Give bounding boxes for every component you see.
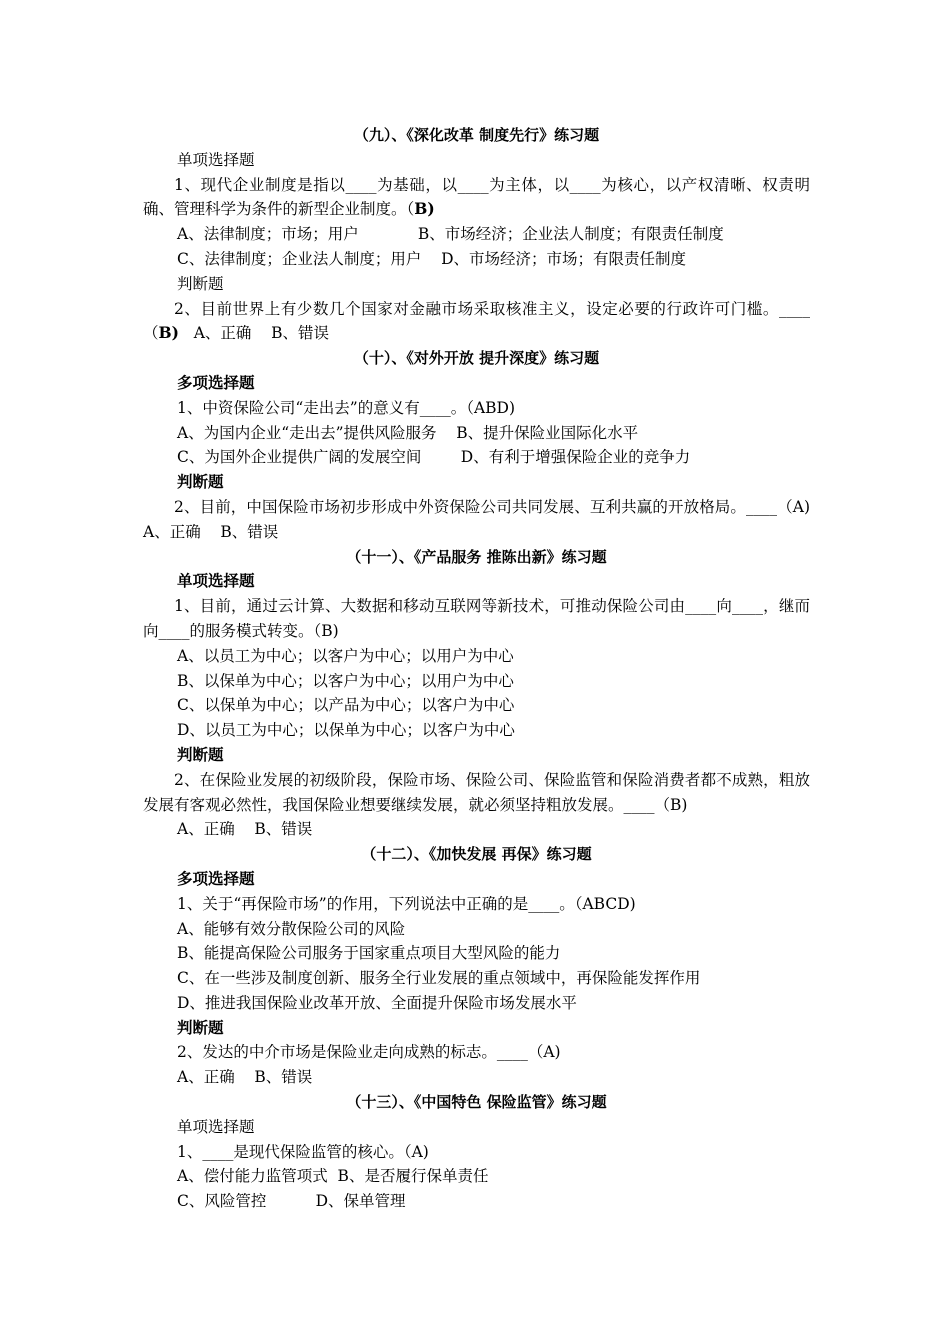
- question-text: 1、关于“再保险市场”的作用，下列说法中正确的是____。（ABCD): [177, 894, 636, 913]
- option-b: B、以保单为中心；以客户为中心；以用户为中心: [177, 671, 514, 690]
- option-b: B、能提高保险公司服务于国家重点项目大型风险的能力: [177, 944, 561, 963]
- section-heading-9: （九）、《深化改革 制度先行》练习题: [353, 126, 600, 144]
- option-d: D、推进我国保险业改革开放、全面提升保险市场发展水平: [177, 993, 577, 1012]
- question-text: 1、中资保险公司“走出去”的意义有____。（ABD): [177, 398, 516, 417]
- question-text: 2、发达的中介市场是保险业走向成熟的标志。____（A): [177, 1043, 561, 1062]
- single-choice-label: 单项选择题: [177, 571, 255, 591]
- options-line: A、法律制度；市场；用户 B、市场经济；企业法人制度；有限责任制度: [177, 225, 724, 244]
- option-c: C、在一些涉及制度创新、服务全行业发展的重点领域中，再保险能发挥作用: [177, 969, 701, 988]
- multi-choice-label: 多项选择题: [177, 372, 255, 392]
- option-a: A、以员工为中心；以客户为中心；以用户为中心: [177, 646, 514, 665]
- options-line: A、偿付能力监管项式 B、是否履行保单责任: [177, 1167, 489, 1186]
- options-line: C、为国外企业提供广阔的发展空间 D、有利于增强保险企业的竞争力: [177, 448, 691, 467]
- question-text: 2、目前，中国保险市场初步形成中外资保险公司共同发展、互利共赢的开放格局。____（A) A、正确 B、错误: [143, 497, 830, 541]
- options-line: C、风险管控 D、保单管理: [177, 1192, 406, 1211]
- option-d: D、以员工为中心；以保单为中心；以客户为中心: [177, 721, 515, 740]
- judge-label: 判断题: [177, 1017, 224, 1037]
- option-c: C、以保单为中心；以产品为中心；以客户为中心: [177, 696, 515, 715]
- section-heading-11: （十一）、《产品服务 推陈出新》练习题: [346, 547, 607, 566]
- options-line: A、正确 B、错误: [177, 820, 313, 839]
- judge-label: 判断题: [177, 274, 224, 293]
- options-line: A、为国内企业“走出去”提供风险服务 B、提升保险业国际化水平: [177, 423, 639, 442]
- judge-label: 判断题: [177, 472, 224, 492]
- question-text: 1、____是现代保险监管的核心。（A): [177, 1142, 429, 1161]
- options-line: C、法律制度；企业法人制度；用户 D、市场经济；市场；有限责任制度: [177, 249, 686, 268]
- question-text: [143, 297, 810, 347]
- section-heading-13: （十三）、《中国特色 保险监管》练习题: [346, 1093, 607, 1112]
- question-body: 1、现代企业制度是指以____为基础，以____为主体，以____为核心，以产权清晰、权责明确、管理科学为条件的新型企业制度。（: [143, 175, 810, 219]
- judge-label: 判断题: [177, 744, 224, 764]
- single-choice-label: 单项选择题: [177, 150, 255, 169]
- answer: B): [158, 323, 179, 343]
- question-body: 2、目前世界上有少数几个国家对金融市场采取核准主义，设定必要的行政许可门槛。____（: [143, 299, 810, 343]
- question-text: 2、在保险业发展的初级阶段，保险市场、保险公司、保险监管和保险消费者都不成熟，粗放发展有客观必然性，我国保险业想要继续发展，就必须坚持粗放发展。____（B): [143, 770, 810, 814]
- document-page: [143, 123, 830, 1214]
- options-line: A、正确 B、错误: [177, 1068, 313, 1087]
- section-heading-10: （十）、《对外开放 提升深度》练习题: [353, 349, 600, 368]
- question-text: 1、目前，通过云计算、大数据和移动互联网等新技术，可推动保险公司由____向____，继而向____的服务模式转变。（B): [143, 597, 810, 640]
- option-a: A、能够有效分散保险公司的风险: [177, 919, 406, 938]
- section-heading-12: （十二）、《加快发展 再保》练习题: [361, 845, 592, 864]
- answer: B): [414, 199, 435, 219]
- single-choice-label: 单项选择题: [177, 1117, 255, 1136]
- multi-choice-label: 多项选择题: [177, 868, 255, 888]
- question-text: [143, 173, 810, 223]
- options-inline: A、正确 B、错误: [178, 324, 330, 343]
